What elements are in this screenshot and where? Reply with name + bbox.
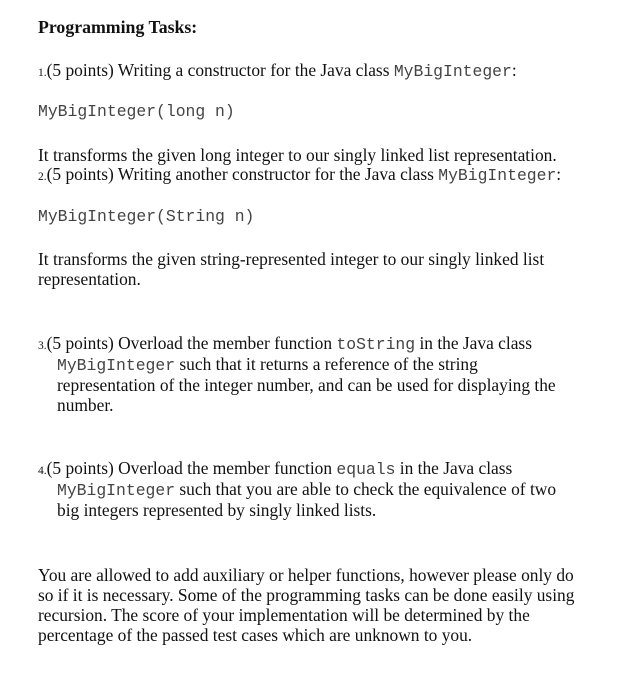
task-3-text-before: (5 points) Overload the member function [46, 333, 337, 353]
note-line-2: so if it is necessary. Some of the programming tasks can be done easily using [38, 585, 575, 605]
task-2-heading [38, 164, 561, 188]
task-1-number: 1. [38, 67, 47, 79]
task-2-description-line-1: It transforms the given string-represented integer to our singly linked list [38, 249, 545, 269]
task-1-description: It transforms the given long integer to our singly linked list representation. [38, 145, 557, 165]
task-2-text: (5 points) Writing another constructor for the Java class [46, 164, 439, 184]
task-4-function-name: equals [336, 460, 396, 479]
task-2-colon: : [556, 164, 562, 184]
task-3-number: 3. [38, 340, 47, 352]
task-3-text-after: in the Java class [415, 333, 532, 353]
task-3-line-4: number. [57, 395, 114, 415]
task-2-class-name: MyBigInteger [438, 166, 557, 185]
task-3-line-1 [38, 333, 532, 357]
note-line-3: recursion. The score of your implementation will be determined by the [38, 605, 530, 625]
task-3-line-3: representation of the integer number, and can be used for displaying the [57, 375, 556, 395]
task-1-colon: : [511, 60, 517, 80]
note-line-4: percentage of the passed test cases which are unknown to you. [38, 625, 473, 645]
task-3-function-name: toString [336, 335, 416, 354]
task-2-description-line-2: representation. [38, 269, 141, 289]
task-4-line-3: big integers represented by singly linked lists. [57, 500, 377, 520]
task-4-line-2 [38, 479, 556, 502]
task-4-line-1 [38, 458, 512, 482]
note-line-1: You are allowed to add auxiliary or helper functions, however please only do [38, 565, 574, 585]
task-4-number: 4. [38, 465, 47, 477]
task-4-text-before: (5 points) Overload the member function [46, 458, 337, 478]
task-2-number: 2. [38, 171, 47, 183]
section-title: Programming Tasks: [38, 17, 198, 37]
task-2-signature: MyBigInteger(String n) [38, 207, 255, 226]
task-4-class-name: MyBigInteger [57, 481, 176, 500]
task-4-line-2-rest: such that you are able to check the equivalence of two [175, 479, 557, 499]
task-4-text-after: in the Java class [395, 458, 513, 478]
task-1-signature: MyBigInteger(long n) [38, 102, 235, 121]
task-3-line-2 [38, 354, 478, 377]
task-3-class-name: MyBigInteger [57, 356, 176, 375]
task-1-heading [38, 60, 517, 84]
task-3-line-2-rest: such that it returns a reference of the string [175, 354, 478, 374]
task-1-class-name: MyBigInteger [393, 62, 512, 81]
task-1-text: (5 points) Writing a constructor for the Java class [46, 60, 394, 80]
